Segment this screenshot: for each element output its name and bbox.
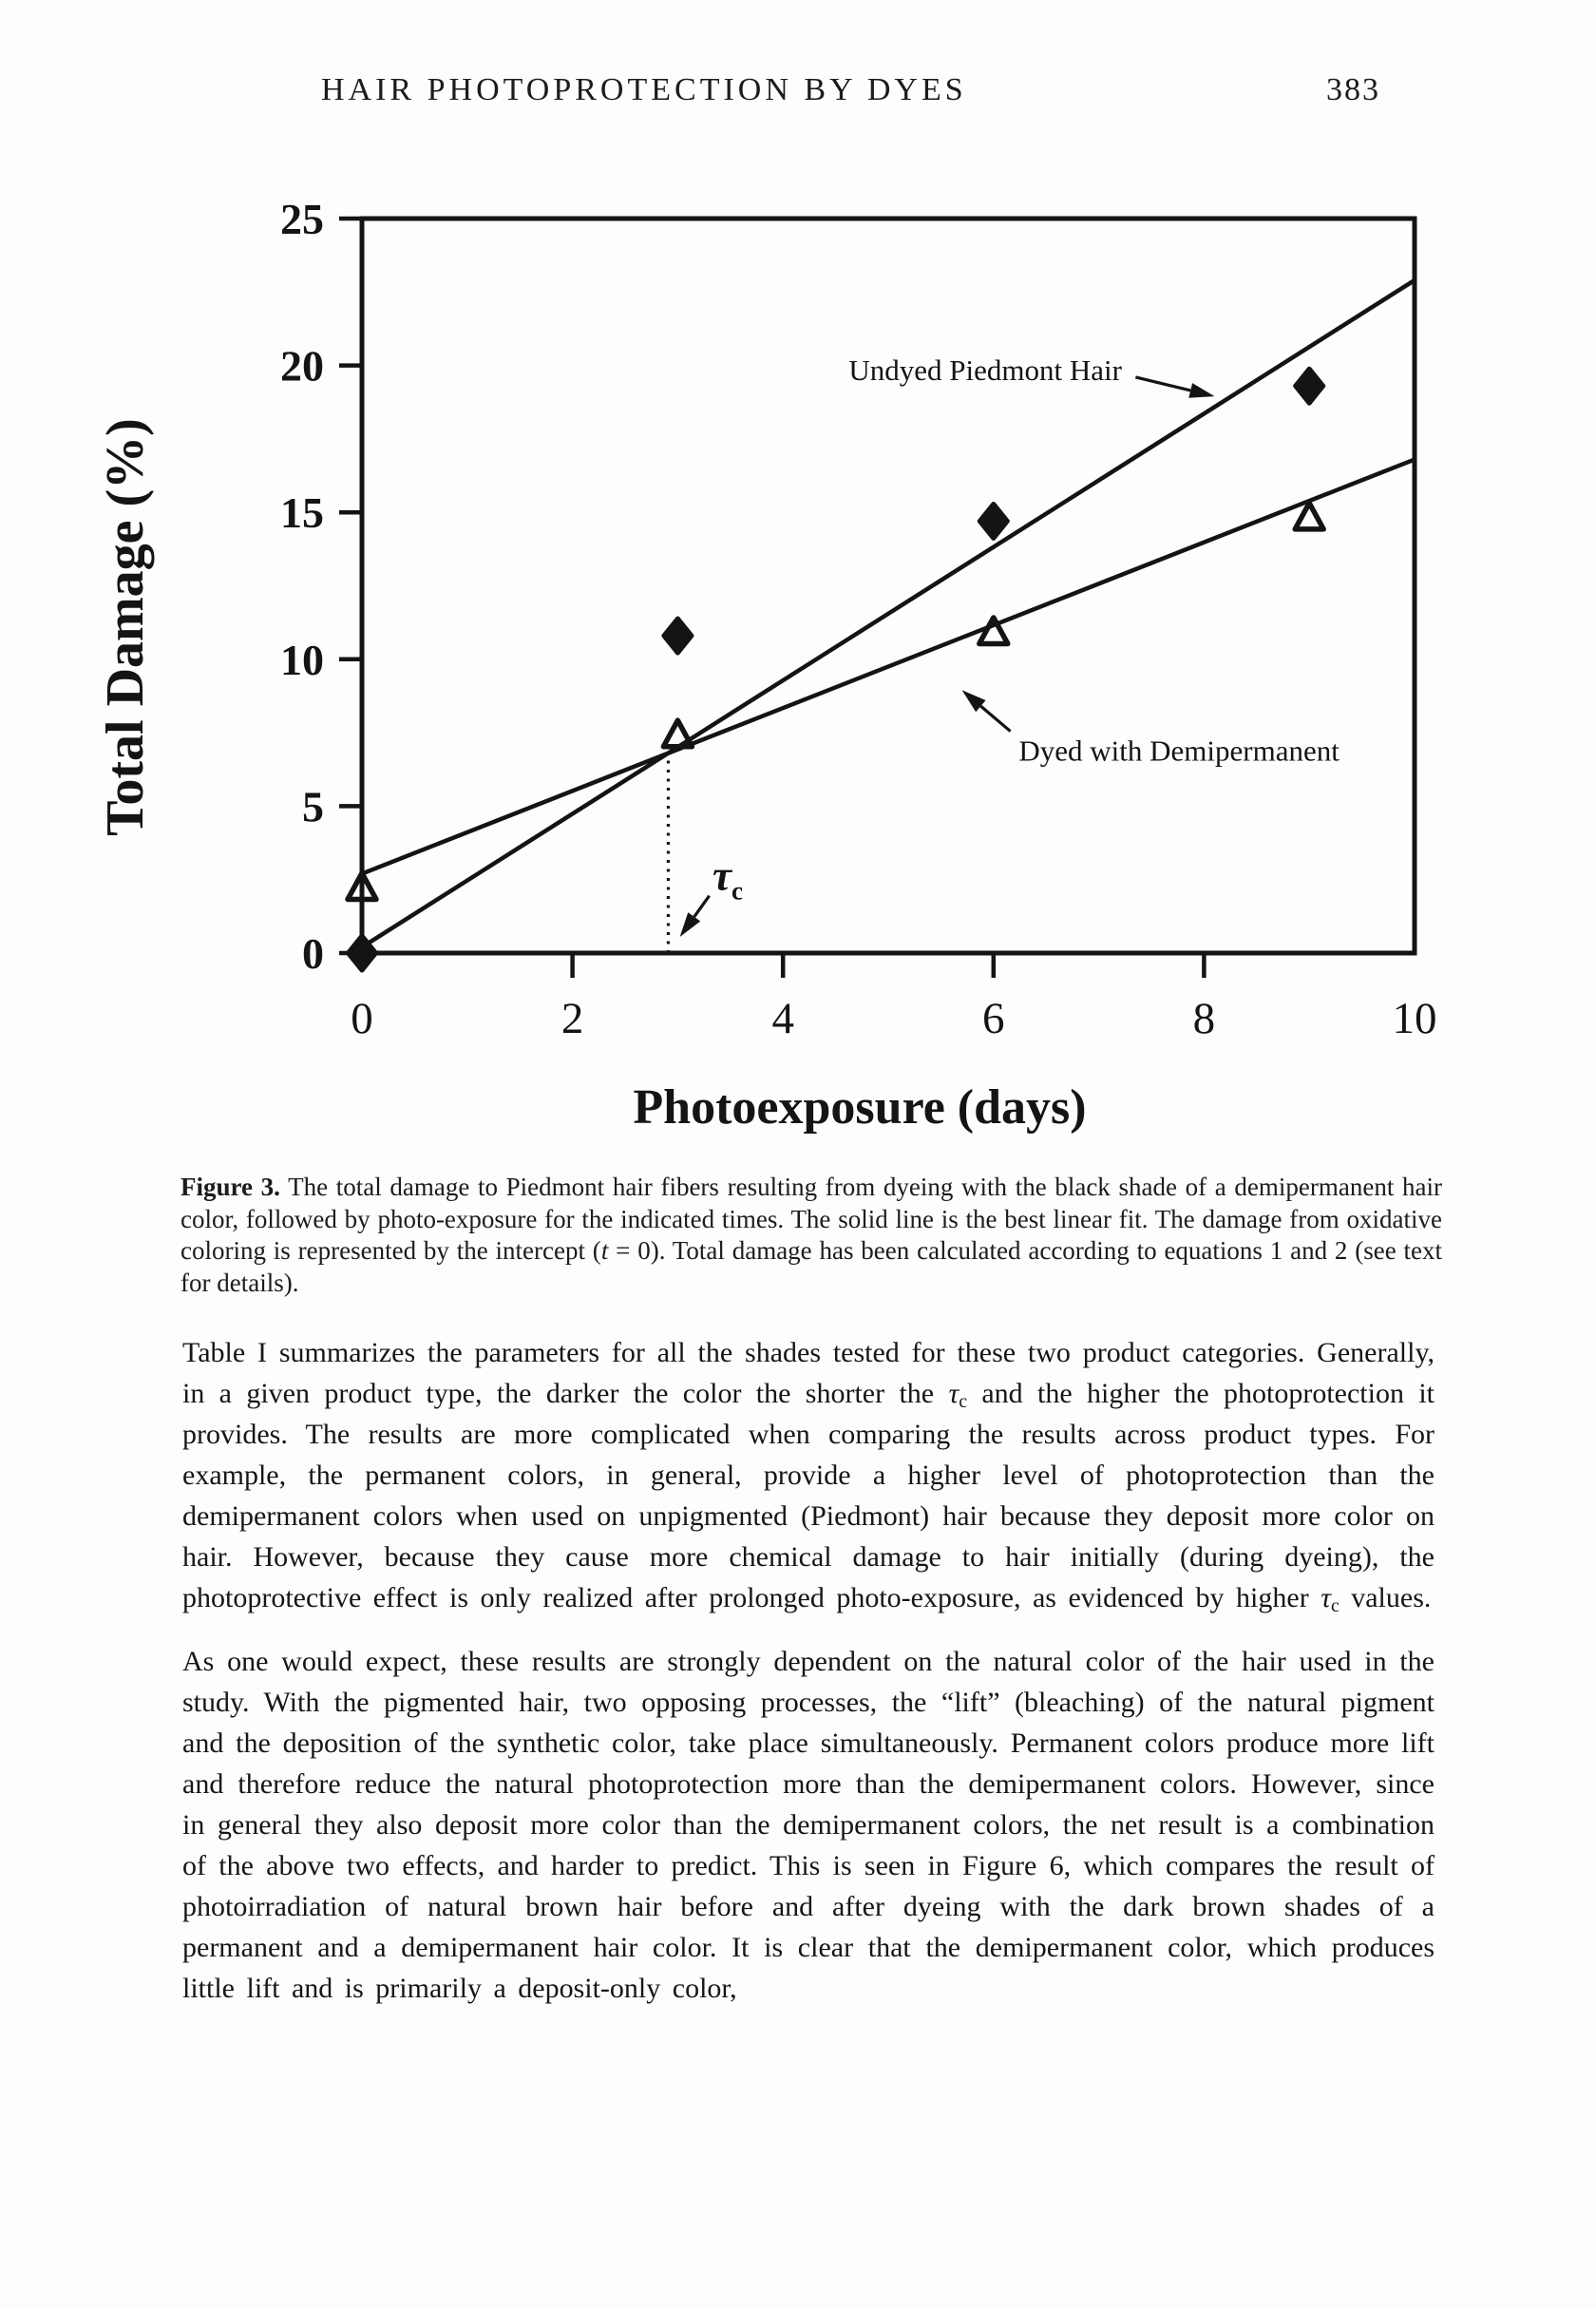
text-segment: = 0). Total damage has been calculated according to equations 1 and 2 (see text for details). <box>180 1236 1442 1297</box>
tau-subscript: c <box>731 876 743 906</box>
text-segment: Table I summarizes the parameters for all the shades tested for these two product categories. Generally, in a given product type, the darker the color the shorter the <box>182 1337 1434 1409</box>
fit-line <box>362 460 1415 874</box>
x-tick-label: 10 <box>1392 994 1437 1043</box>
diamond-marker <box>1296 369 1323 403</box>
x-tick-label: 0 <box>351 994 373 1043</box>
x-tick-label: 6 <box>982 994 1005 1043</box>
y-tick-label: 0 <box>302 929 324 978</box>
body-paragraph <box>182 1332 1434 1618</box>
y-tick-label: 20 <box>280 341 324 391</box>
annotation-arrowhead <box>680 912 701 937</box>
series-filled-diamond <box>349 369 1323 970</box>
x-axis-title: Photoexposure (days) <box>633 1080 1087 1135</box>
annotation-arrow-shaft <box>694 896 710 917</box>
y-axis <box>280 195 362 978</box>
diamond-marker <box>979 504 1007 538</box>
figure-caption <box>180 1172 1442 1299</box>
annotation-tau-label <box>680 852 743 937</box>
text-segment: Figure 3. <box>180 1173 280 1201</box>
annotation-arrow-shaft <box>1135 377 1190 391</box>
text-segment: As one would expect, these results are strongly dependent on the natural color of the hair used in the study. With the pigmented hair, two opposing processes, the “lift” (bleaching) of the natural pigment and the deposition of the synthetic color, take place simultaneously. Permanent colors produce more lift and therefore reduce the natural photoprotection more than the demipermanent colors. However, since in general they also deposit more color than the demipermanent colors, the net result is a combination of the above two effects, and harder to predict. This is seen in Figure 6, which compares the result of photoirradiation of natural brown hair before and after dyeing with the dark brown shades of a permanent and a demipermanent hair color. It is clear that the demipermanent color, which produces little lift and is primarily a deposit-only color, <box>182 1646 1434 2004</box>
running-title: HAIR PHOTOPROTECTION BY DYES <box>321 72 967 107</box>
text-segment: τ <box>948 1378 960 1409</box>
y-axis-title: Total Damage (%) <box>96 418 155 836</box>
text-segment: values. <box>1339 1582 1432 1613</box>
triangle-marker <box>663 720 692 747</box>
text-segment: The total damage to Piedmont hair fibers resulting from dyeing with the black shade of a demipermanent hair color, followed by photo-exposure for the indicated times. The solid line is the best linear fit. The damage from oxidative coloring is represented by the intercept ( <box>180 1173 1442 1265</box>
x-tick-label: 2 <box>560 994 584 1043</box>
text-segment: and the higher the photoprotection it provides. The results are more complicated when comparing the results across product types. For example, the permanent colors, in general, provide a higher level of photoprotection than the demipermanent colors when used on unpigmented (Piedmont) hair because they deposit more color on hair. However, because they cause more chemical damage to hair initially (during dyeing), the photoprotective effect is only realized after prolonged photo-exposure, as evidenced by higher <box>182 1378 1434 1613</box>
y-tick-label: 10 <box>280 635 324 684</box>
y-tick-label: 5 <box>302 782 324 831</box>
diamond-marker <box>664 619 692 653</box>
body-text <box>182 1332 1434 2032</box>
tau-annotation-text: $\tau_c$ <box>712 851 743 906</box>
body-paragraph <box>182 1641 1434 2009</box>
annotation-demi-label <box>962 690 1340 767</box>
subscript-text: c <box>959 1390 967 1412</box>
annotation-arrow-shaft <box>980 706 1010 731</box>
y-tick-label: 15 <box>280 488 324 538</box>
x-tick-label: 8 <box>1192 994 1216 1043</box>
x-tick-label: 4 <box>771 994 794 1043</box>
annotation-text: Dyed with Demipermanent <box>1018 734 1340 768</box>
y-tick-label: 25 <box>280 195 324 243</box>
plot-frame <box>362 219 1415 953</box>
annotation-arrowhead <box>1188 383 1214 398</box>
subscript-text: c <box>1330 1594 1340 1616</box>
page-number: 383 <box>1326 72 1380 107</box>
text-segment: t <box>600 1236 609 1265</box>
series-open-triangle <box>348 503 1323 899</box>
annotation-text: Undyed Piedmont Hair <box>848 353 1122 388</box>
text-segment: τ <box>1320 1582 1331 1613</box>
x-axis <box>351 953 1436 1043</box>
annotation-undyed-label <box>848 353 1214 398</box>
